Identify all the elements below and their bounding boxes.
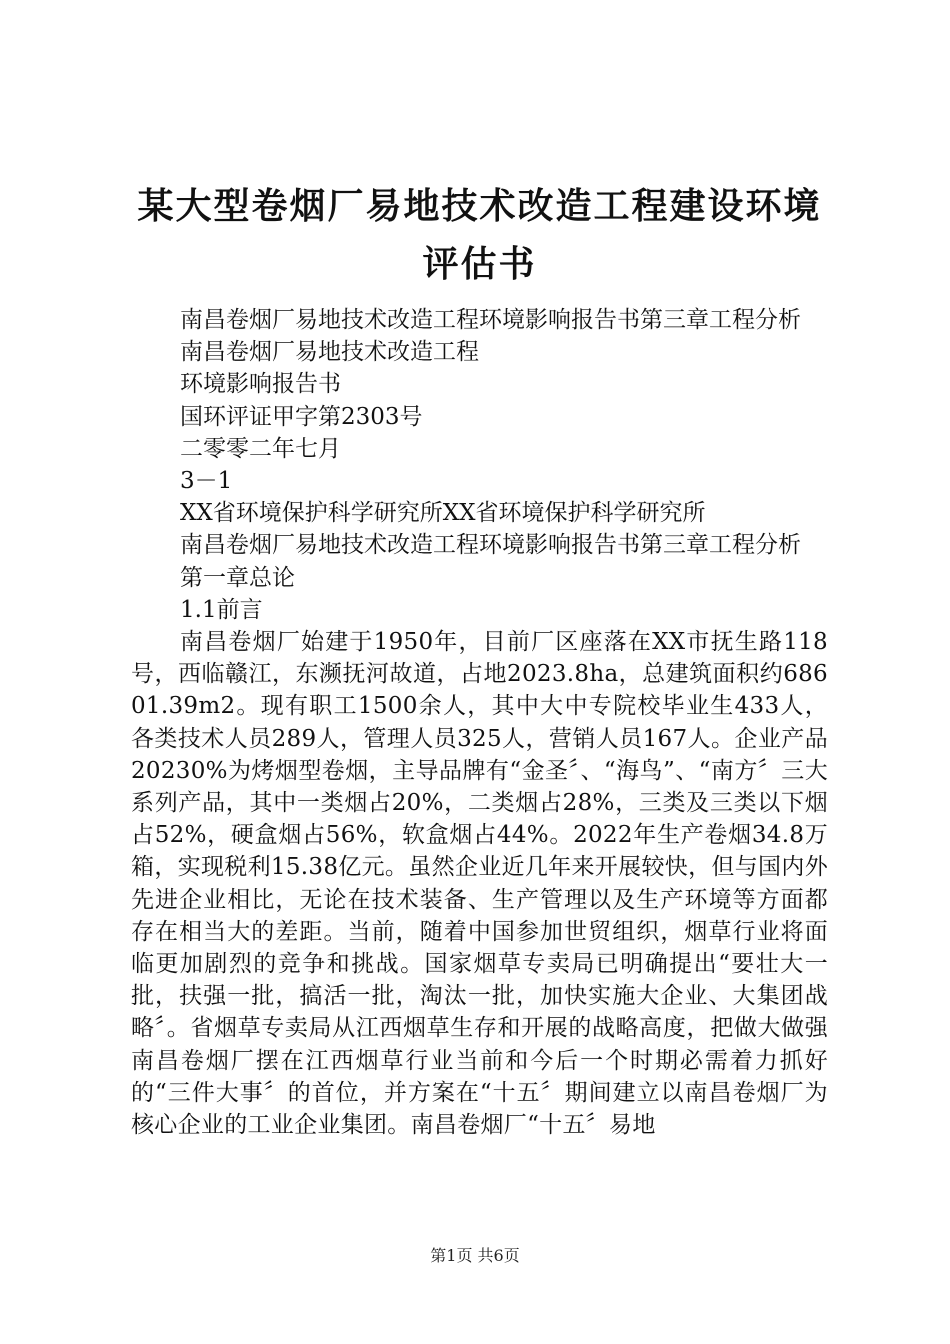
body-line: 南昌卷烟厂易地技术改造工程环境影响报告书第三章工程分析	[180, 307, 801, 333]
section-heading: 1.1前言	[180, 596, 263, 623]
body-line: 3－1	[180, 468, 233, 495]
chapter-heading: 第一章总论	[180, 564, 295, 591]
document-page	[131, 178, 828, 1141]
body-line: 环境影响报告书	[180, 371, 341, 398]
body-line: 国环评证甲字第2303号	[180, 403, 423, 430]
body-paragraph: 南昌卷烟厂始建于1950年，目前厂区座落在XX市抚生路118号，西临赣江，东濒抚河故道，占地2023.8ha，总建筑面积约68601.39m2。现有职工1500余人，其中大中专院校毕业生433人，各类技术人员289人，管理人员325人，营销人员167人。企业产品20230%为烤烟型卷烟，主导品牌有“金圣〞、“海鸟”、“南方〞三大系列产品，其中一类烟占20%，二类烟占28%，三类及三类以下烟占52%，硬盒烟占56%，软盒烟占44%。2022年生产卷烟34.8万箱，实现税利15.38亿元。虽然企业近几年来开展较快，但与国内外先进企业相比，无论在技术装备、生产管理以及生产环境等方面都存在相当大的差距。当前，随着中国参加世贸组织，烟草行业将面临更加剧烈的竞争和挑战。国家烟草专卖局已明确提出“要壮大一批，扶强一批，搞活一批，淘汰一批，加快实施大企业、大集团战略〞。省烟草专卖局从江西烟草生存和开展的战略高度，把做大做强南昌卷烟厂摆在江西烟草行业当前和今后一个时期必需着力抓好的“三件大事〞的首位，并方案在“十五〞期间建立以南昌卷烟厂为核心企业的工业企业集团。南昌卷烟厂“十五〞易地	[131, 629, 828, 1139]
body-line: 南昌卷烟厂易地技术改造工程	[180, 339, 479, 366]
body-line: 南昌卷烟厂易地技术改造工程环境影响报告书第三章工程分析	[180, 532, 801, 559]
document-title: 某大型卷烟厂易地技术改造工程建设环境评估书	[137, 186, 822, 285]
body-line: 二零零二年七月	[180, 435, 341, 462]
body-line: XX省环境保护科学研究所XX省环境保护科学研究所	[180, 500, 706, 527]
document-body	[131, 304, 828, 1141]
page-footer: 第1页 共6页	[430, 1246, 520, 1265]
